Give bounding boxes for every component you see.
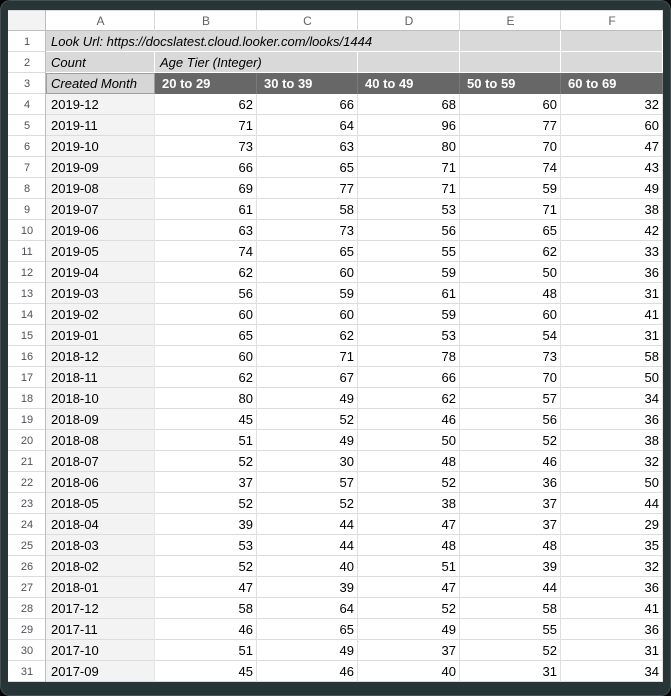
- month-cell[interactable]: 2017-10: [46, 640, 155, 661]
- value-cell[interactable]: 33: [561, 241, 663, 262]
- value-cell[interactable]: 71: [257, 346, 358, 367]
- value-cell[interactable]: 62: [155, 94, 257, 115]
- value-cell[interactable]: 78: [358, 346, 460, 367]
- row-number-31[interactable]: 31: [8, 661, 46, 682]
- row-number-1[interactable]: 1: [8, 31, 46, 52]
- value-cell[interactable]: 48: [358, 535, 460, 556]
- value-cell[interactable]: 65: [257, 157, 358, 178]
- value-cell[interactable]: 36: [561, 262, 663, 283]
- pivot-header-20-29[interactable]: 20 to 29: [155, 73, 257, 94]
- month-cell[interactable]: 2019-03: [46, 283, 155, 304]
- value-cell[interactable]: 53: [358, 199, 460, 220]
- month-cell[interactable]: 2018-03: [46, 535, 155, 556]
- cell-created-month-label[interactable]: Created Month: [46, 73, 155, 94]
- month-cell[interactable]: 2019-10: [46, 136, 155, 157]
- value-cell[interactable]: 52: [460, 640, 561, 661]
- value-cell[interactable]: 77: [460, 115, 561, 136]
- value-cell[interactable]: 49: [358, 619, 460, 640]
- value-cell[interactable]: 48: [460, 283, 561, 304]
- value-cell[interactable]: 53: [358, 325, 460, 346]
- cell-look-url[interactable]: Look Url: https://docslatest.cloud.looker.com/looks/1444: [46, 31, 460, 52]
- row-number-30[interactable]: 30: [8, 640, 46, 661]
- value-cell[interactable]: 62: [155, 262, 257, 283]
- value-cell[interactable]: 34: [561, 388, 663, 409]
- value-cell[interactable]: 58: [561, 346, 663, 367]
- value-cell[interactable]: 63: [257, 136, 358, 157]
- month-cell[interactable]: 2019-01: [46, 325, 155, 346]
- value-cell[interactable]: 36: [460, 472, 561, 493]
- row-number-19[interactable]: 19: [8, 409, 46, 430]
- month-cell[interactable]: 2018-02: [46, 556, 155, 577]
- value-cell[interactable]: 70: [460, 367, 561, 388]
- month-cell[interactable]: 2018-08: [46, 430, 155, 451]
- value-cell[interactable]: 60: [155, 304, 257, 325]
- value-cell[interactable]: 50: [561, 472, 663, 493]
- row-number-3[interactable]: 3: [8, 73, 46, 94]
- value-cell[interactable]: 55: [460, 619, 561, 640]
- value-cell[interactable]: 39: [257, 577, 358, 598]
- value-cell[interactable]: 52: [358, 472, 460, 493]
- row-number-22[interactable]: 22: [8, 472, 46, 493]
- row-number-15[interactable]: 15: [8, 325, 46, 346]
- value-cell[interactable]: 46: [257, 661, 358, 682]
- row-number-8[interactable]: 8: [8, 178, 46, 199]
- value-cell[interactable]: 50: [460, 262, 561, 283]
- value-cell[interactable]: 71: [358, 178, 460, 199]
- value-cell[interactable]: 60: [155, 346, 257, 367]
- value-cell[interactable]: 65: [257, 241, 358, 262]
- select-all-corner[interactable]: [8, 10, 46, 31]
- value-cell[interactable]: 38: [561, 199, 663, 220]
- value-cell[interactable]: 62: [257, 325, 358, 346]
- row-number-11[interactable]: 11: [8, 241, 46, 262]
- value-cell[interactable]: 52: [155, 556, 257, 577]
- month-cell[interactable]: 2018-11: [46, 367, 155, 388]
- value-cell[interactable]: 43: [561, 157, 663, 178]
- value-cell[interactable]: 46: [460, 451, 561, 472]
- value-cell[interactable]: 64: [257, 115, 358, 136]
- row-number-17[interactable]: 17: [8, 367, 46, 388]
- month-cell[interactable]: 2018-01: [46, 577, 155, 598]
- month-cell[interactable]: 2018-06: [46, 472, 155, 493]
- value-cell[interactable]: 52: [155, 493, 257, 514]
- cell-age-tier-label[interactable]: Age Tier (Integer): [155, 52, 358, 73]
- value-cell[interactable]: 30: [257, 451, 358, 472]
- month-cell[interactable]: 2019-05: [46, 241, 155, 262]
- value-cell[interactable]: 35: [561, 535, 663, 556]
- value-cell[interactable]: 31: [460, 661, 561, 682]
- value-cell[interactable]: 44: [561, 493, 663, 514]
- value-cell[interactable]: 44: [460, 577, 561, 598]
- value-cell[interactable]: 38: [358, 493, 460, 514]
- value-cell[interactable]: 37: [358, 640, 460, 661]
- month-cell[interactable]: 2019-07: [46, 199, 155, 220]
- row-number-21[interactable]: 21: [8, 451, 46, 472]
- value-cell[interactable]: 61: [358, 283, 460, 304]
- value-cell[interactable]: 59: [460, 178, 561, 199]
- row-number-10[interactable]: 10: [8, 220, 46, 241]
- value-cell[interactable]: 31: [561, 283, 663, 304]
- value-cell[interactable]: 62: [155, 367, 257, 388]
- value-cell[interactable]: 66: [155, 157, 257, 178]
- value-cell[interactable]: 52: [257, 493, 358, 514]
- value-cell[interactable]: 31: [561, 325, 663, 346]
- value-cell[interactable]: 65: [155, 325, 257, 346]
- value-cell[interactable]: 56: [460, 409, 561, 430]
- row-number-16[interactable]: 16: [8, 346, 46, 367]
- cell-e2[interactable]: [460, 52, 561, 73]
- value-cell[interactable]: 48: [460, 535, 561, 556]
- value-cell[interactable]: 39: [460, 556, 561, 577]
- value-cell[interactable]: 47: [155, 577, 257, 598]
- value-cell[interactable]: 29: [561, 514, 663, 535]
- pivot-header-50-59[interactable]: 50 to 59: [460, 73, 561, 94]
- value-cell[interactable]: 74: [155, 241, 257, 262]
- value-cell[interactable]: 49: [257, 640, 358, 661]
- value-cell[interactable]: 49: [561, 178, 663, 199]
- value-cell[interactable]: 66: [358, 367, 460, 388]
- value-cell[interactable]: 47: [358, 514, 460, 535]
- month-cell[interactable]: 2019-12: [46, 94, 155, 115]
- month-cell[interactable]: 2018-05: [46, 493, 155, 514]
- value-cell[interactable]: 52: [155, 451, 257, 472]
- value-cell[interactable]: 74: [460, 157, 561, 178]
- value-cell[interactable]: 62: [358, 388, 460, 409]
- month-cell[interactable]: 2019-08: [46, 178, 155, 199]
- row-number-27[interactable]: 27: [8, 577, 46, 598]
- value-cell[interactable]: 63: [155, 220, 257, 241]
- value-cell[interactable]: 32: [561, 451, 663, 472]
- value-cell[interactable]: 80: [358, 136, 460, 157]
- value-cell[interactable]: 37: [155, 472, 257, 493]
- value-cell[interactable]: 73: [460, 346, 561, 367]
- value-cell[interactable]: 36: [561, 409, 663, 430]
- row-number-13[interactable]: 13: [8, 283, 46, 304]
- value-cell[interactable]: 41: [561, 304, 663, 325]
- row-number-25[interactable]: 25: [8, 535, 46, 556]
- month-cell[interactable]: 2018-09: [46, 409, 155, 430]
- value-cell[interactable]: 60: [460, 304, 561, 325]
- value-cell[interactable]: 40: [358, 661, 460, 682]
- value-cell[interactable]: 62: [460, 241, 561, 262]
- row-number-20[interactable]: 20: [8, 430, 46, 451]
- value-cell[interactable]: 58: [155, 598, 257, 619]
- value-cell[interactable]: 42: [561, 220, 663, 241]
- value-cell[interactable]: 49: [257, 388, 358, 409]
- pivot-header-60-69[interactable]: 60 to 69: [561, 73, 663, 94]
- row-number-29[interactable]: 29: [8, 619, 46, 640]
- value-cell[interactable]: 49: [257, 430, 358, 451]
- value-cell[interactable]: 66: [257, 94, 358, 115]
- value-cell[interactable]: 48: [358, 451, 460, 472]
- value-cell[interactable]: 41: [561, 598, 663, 619]
- value-cell[interactable]: 54: [460, 325, 561, 346]
- value-cell[interactable]: 38: [561, 430, 663, 451]
- month-cell[interactable]: 2018-10: [46, 388, 155, 409]
- value-cell[interactable]: 52: [257, 409, 358, 430]
- row-number-14[interactable]: 14: [8, 304, 46, 325]
- cell-d2[interactable]: [358, 52, 460, 73]
- value-cell[interactable]: 73: [155, 136, 257, 157]
- row-number-6[interactable]: 6: [8, 136, 46, 157]
- row-number-18[interactable]: 18: [8, 388, 46, 409]
- value-cell[interactable]: 31: [561, 640, 663, 661]
- cell-e1[interactable]: [460, 31, 561, 52]
- value-cell[interactable]: 32: [561, 94, 663, 115]
- value-cell[interactable]: 36: [561, 577, 663, 598]
- column-header-a[interactable]: A: [46, 10, 155, 31]
- row-number-24[interactable]: 24: [8, 514, 46, 535]
- value-cell[interactable]: 39: [155, 514, 257, 535]
- row-number-2[interactable]: 2: [8, 52, 46, 73]
- row-number-5[interactable]: 5: [8, 115, 46, 136]
- value-cell[interactable]: 60: [460, 94, 561, 115]
- column-header-e[interactable]: E: [460, 10, 561, 31]
- value-cell[interactable]: 60: [561, 115, 663, 136]
- value-cell[interactable]: 59: [257, 283, 358, 304]
- value-cell[interactable]: 60: [257, 262, 358, 283]
- column-header-d[interactable]: D: [358, 10, 460, 31]
- month-cell[interactable]: 2018-04: [46, 514, 155, 535]
- row-number-7[interactable]: 7: [8, 157, 46, 178]
- row-number-26[interactable]: 26: [8, 556, 46, 577]
- value-cell[interactable]: 34: [561, 661, 663, 682]
- value-cell[interactable]: 56: [358, 220, 460, 241]
- value-cell[interactable]: 51: [358, 556, 460, 577]
- value-cell[interactable]: 50: [358, 430, 460, 451]
- value-cell[interactable]: 56: [155, 283, 257, 304]
- value-cell[interactable]: 73: [257, 220, 358, 241]
- value-cell[interactable]: 69: [155, 178, 257, 199]
- row-number-28[interactable]: 28: [8, 598, 46, 619]
- month-cell[interactable]: 2018-07: [46, 451, 155, 472]
- value-cell[interactable]: 47: [358, 577, 460, 598]
- value-cell[interactable]: 77: [257, 178, 358, 199]
- value-cell[interactable]: 61: [155, 199, 257, 220]
- month-cell[interactable]: 2017-12: [46, 598, 155, 619]
- value-cell[interactable]: 68: [358, 94, 460, 115]
- value-cell[interactable]: 37: [460, 514, 561, 535]
- month-cell[interactable]: 2017-11: [46, 619, 155, 640]
- value-cell[interactable]: 57: [460, 388, 561, 409]
- cell-f1[interactable]: [561, 31, 663, 52]
- value-cell[interactable]: 64: [257, 598, 358, 619]
- value-cell[interactable]: 44: [257, 535, 358, 556]
- value-cell[interactable]: 44: [257, 514, 358, 535]
- column-header-f[interactable]: F: [561, 10, 663, 31]
- column-header-b[interactable]: B: [155, 10, 257, 31]
- value-cell[interactable]: 60: [257, 304, 358, 325]
- row-number-4[interactable]: 4: [8, 94, 46, 115]
- value-cell[interactable]: 55: [358, 241, 460, 262]
- value-cell[interactable]: 51: [155, 430, 257, 451]
- value-cell[interactable]: 65: [257, 619, 358, 640]
- value-cell[interactable]: 45: [155, 409, 257, 430]
- row-number-12[interactable]: 12: [8, 262, 46, 283]
- month-cell[interactable]: 2019-11: [46, 115, 155, 136]
- value-cell[interactable]: 46: [358, 409, 460, 430]
- month-cell[interactable]: 2019-04: [46, 262, 155, 283]
- month-cell[interactable]: 2019-06: [46, 220, 155, 241]
- value-cell[interactable]: 50: [561, 367, 663, 388]
- cell-count-label[interactable]: Count: [46, 52, 155, 73]
- value-cell[interactable]: 32: [561, 556, 663, 577]
- value-cell[interactable]: 71: [460, 199, 561, 220]
- value-cell[interactable]: 96: [358, 115, 460, 136]
- month-cell[interactable]: 2019-02: [46, 304, 155, 325]
- value-cell[interactable]: 51: [155, 640, 257, 661]
- value-cell[interactable]: 65: [460, 220, 561, 241]
- value-cell[interactable]: 47: [561, 136, 663, 157]
- value-cell[interactable]: 58: [257, 199, 358, 220]
- value-cell[interactable]: 59: [358, 262, 460, 283]
- pivot-header-40-49[interactable]: 40 to 49: [358, 73, 460, 94]
- value-cell[interactable]: 37: [460, 493, 561, 514]
- value-cell[interactable]: 80: [155, 388, 257, 409]
- value-cell[interactable]: 46: [155, 619, 257, 640]
- value-cell[interactable]: 71: [155, 115, 257, 136]
- value-cell[interactable]: 52: [358, 598, 460, 619]
- value-cell[interactable]: 71: [358, 157, 460, 178]
- column-header-c[interactable]: C: [257, 10, 358, 31]
- month-cell[interactable]: 2018-12: [46, 346, 155, 367]
- value-cell[interactable]: 52: [460, 430, 561, 451]
- value-cell[interactable]: 67: [257, 367, 358, 388]
- month-cell[interactable]: 2019-09: [46, 157, 155, 178]
- row-number-9[interactable]: 9: [8, 199, 46, 220]
- value-cell[interactable]: 45: [155, 661, 257, 682]
- value-cell[interactable]: 57: [257, 472, 358, 493]
- value-cell[interactable]: 36: [561, 619, 663, 640]
- value-cell[interactable]: 40: [257, 556, 358, 577]
- month-cell[interactable]: 2017-09: [46, 661, 155, 682]
- value-cell[interactable]: 70: [460, 136, 561, 157]
- pivot-header-30-39[interactable]: 30 to 39: [257, 73, 358, 94]
- spreadsheet-grid: [8, 10, 663, 682]
- row-number-23[interactable]: 23: [8, 493, 46, 514]
- value-cell[interactable]: 53: [155, 535, 257, 556]
- value-cell[interactable]: 59: [358, 304, 460, 325]
- value-cell[interactable]: 58: [460, 598, 561, 619]
- cell-f2[interactable]: [561, 52, 663, 73]
